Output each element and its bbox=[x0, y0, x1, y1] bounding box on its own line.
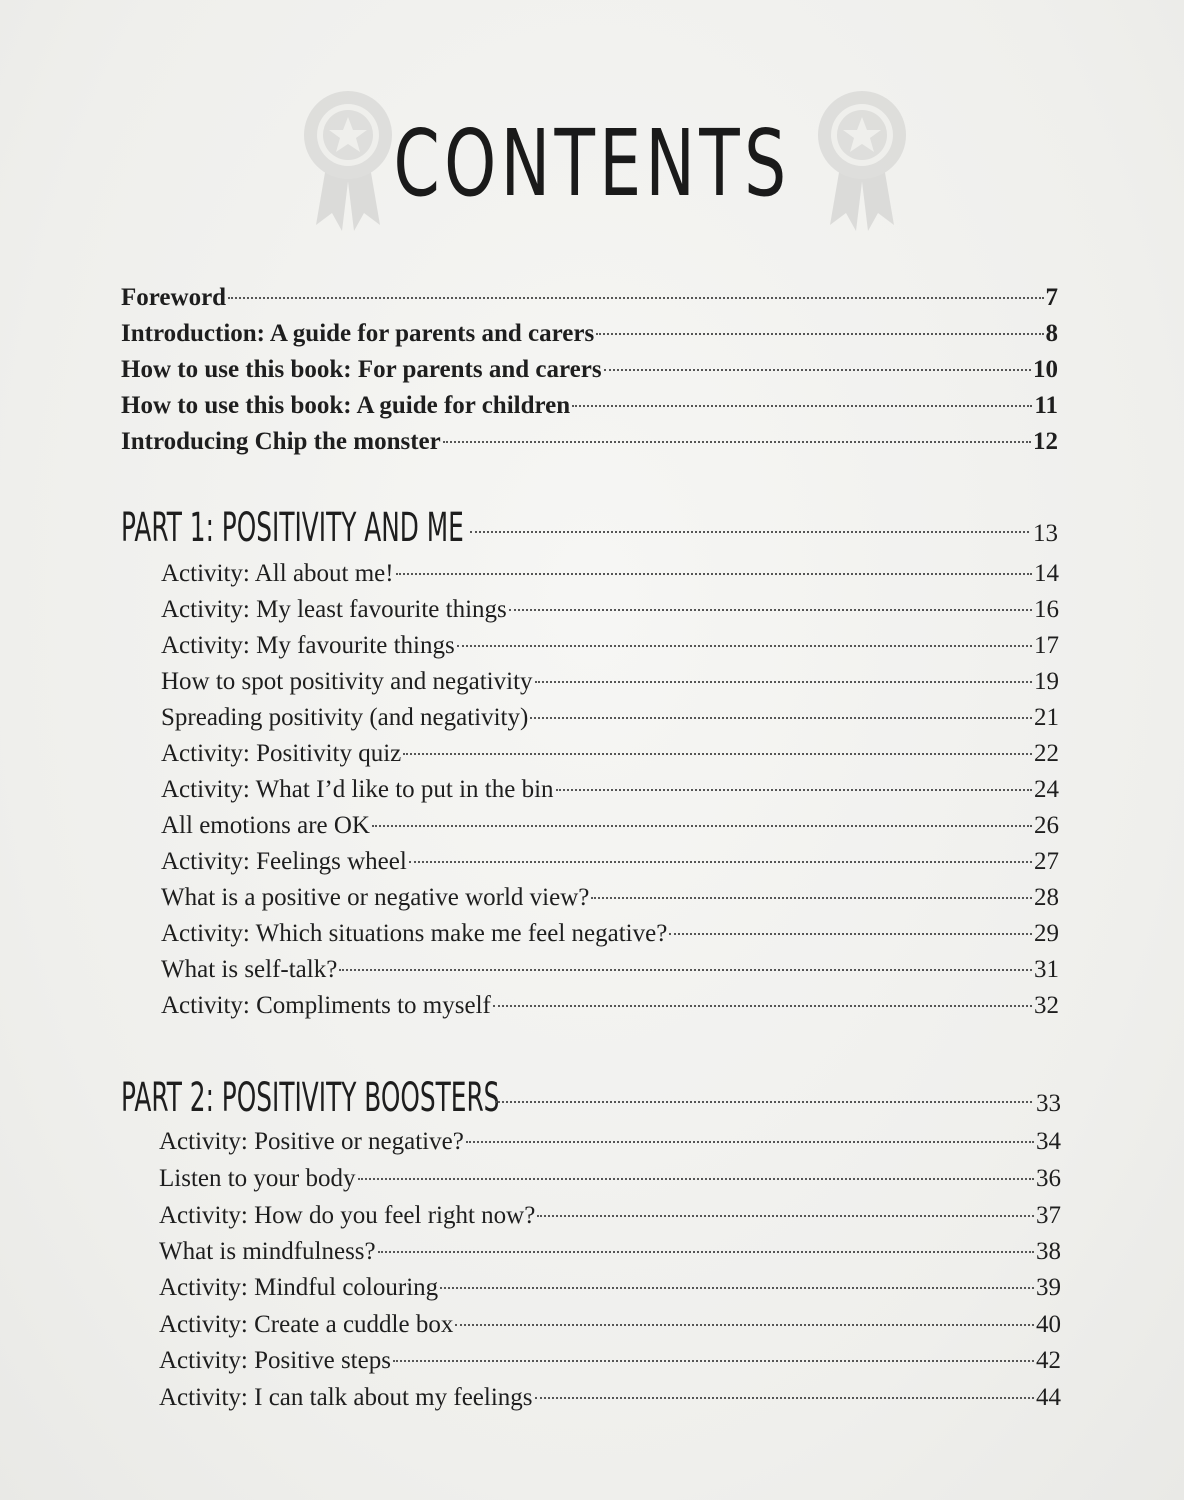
toc-page-number: 19 bbox=[1034, 668, 1059, 695]
toc-entry[interactable] bbox=[161, 736, 1059, 772]
toc-entry[interactable] bbox=[161, 916, 1059, 952]
leader-dots bbox=[572, 405, 1032, 407]
toc-entry[interactable] bbox=[159, 1124, 1061, 1160]
toc-entry[interactable] bbox=[161, 844, 1059, 880]
leader-dots bbox=[537, 1215, 1034, 1217]
toc-page-number: 12 bbox=[1033, 428, 1058, 455]
toc-entry-foreword[interactable] bbox=[121, 280, 1058, 316]
toc-page-number: 14 bbox=[1034, 560, 1059, 587]
leader-dots bbox=[372, 825, 1032, 827]
toc-entry-label: Listen to your body bbox=[159, 1165, 356, 1192]
toc-entry[interactable] bbox=[161, 880, 1059, 916]
toc-entry[interactable] bbox=[161, 628, 1059, 664]
toc-page-number: 31 bbox=[1034, 956, 1059, 983]
toc-entry-label: Introducing Chip the monster bbox=[121, 428, 441, 455]
toc-page-number: 21 bbox=[1034, 704, 1059, 731]
toc-page-number: 44 bbox=[1036, 1384, 1061, 1411]
leader-dots bbox=[466, 1141, 1034, 1143]
toc-entry[interactable] bbox=[159, 1270, 1061, 1306]
toc-entry-label: What is mindfulness? bbox=[159, 1238, 376, 1265]
toc-entry[interactable] bbox=[161, 664, 1059, 700]
toc-entry-introduction[interactable] bbox=[121, 316, 1058, 352]
toc-entry-label: Activity: Create a cuddle box bbox=[159, 1311, 454, 1338]
toc-page-number: 24 bbox=[1034, 776, 1059, 803]
leader-dots bbox=[455, 1324, 1034, 1326]
toc-page-number: 37 bbox=[1036, 1202, 1061, 1229]
toc-entry-how-to-use-parents[interactable] bbox=[121, 352, 1058, 388]
leader-dots bbox=[457, 645, 1032, 647]
toc-page-number: 10 bbox=[1033, 356, 1058, 383]
toc-page-number: 42 bbox=[1036, 1347, 1061, 1374]
leader-dots bbox=[596, 333, 1043, 335]
toc-entry-label: Activity: What I’d like to put in the bin bbox=[161, 776, 554, 803]
toc-entry-label: How to spot positivity and negativity bbox=[161, 668, 533, 695]
leader-dots bbox=[409, 861, 1032, 863]
toc-entry-label: What is a positive or negative world view? bbox=[161, 884, 590, 911]
toc-entry-label: Activity: Mindful colouring bbox=[159, 1274, 439, 1301]
leader-dots bbox=[604, 369, 1031, 371]
toc-page-number: 26 bbox=[1034, 812, 1059, 839]
page-title: CONTENTS bbox=[393, 110, 791, 217]
leader-dots bbox=[358, 1178, 1034, 1180]
leader-dots bbox=[440, 1287, 1034, 1289]
toc-entry-introducing-chip[interactable] bbox=[121, 424, 1058, 460]
leader-dots bbox=[556, 789, 1032, 791]
toc-part-2-heading[interactable] bbox=[121, 1073, 1061, 1123]
toc-entry[interactable] bbox=[161, 808, 1059, 844]
toc-entry[interactable] bbox=[159, 1161, 1061, 1197]
toc-page-number: 11 bbox=[1034, 392, 1058, 419]
toc-entry-how-to-use-children[interactable] bbox=[121, 388, 1058, 424]
toc-entry-label: Foreword bbox=[121, 284, 227, 311]
toc-entry[interactable] bbox=[159, 1198, 1061, 1234]
toc-entry-label: Activity: Positivity quiz bbox=[161, 740, 402, 767]
leader-dots bbox=[669, 933, 1032, 935]
toc-entry-label: Activity: Positive or negative? bbox=[159, 1128, 464, 1155]
toc-page-number: 17 bbox=[1034, 632, 1059, 659]
toc-page-number: 27 bbox=[1034, 848, 1059, 875]
toc-page-number: 32 bbox=[1034, 992, 1059, 1019]
toc-page-number: 39 bbox=[1036, 1274, 1061, 1301]
toc-entry-label: Activity: Positive steps bbox=[159, 1347, 391, 1374]
leader-dots bbox=[509, 609, 1032, 611]
toc-page-number: 34 bbox=[1036, 1128, 1061, 1155]
toc-entry-label: What is self-talk? bbox=[161, 956, 338, 983]
part-title: PART 2: POSITIVITY BOOSTERS bbox=[121, 1075, 500, 1121]
toc-page-number: 38 bbox=[1036, 1238, 1061, 1265]
toc-page-number: 28 bbox=[1034, 884, 1059, 911]
toc-entry-label: Activity: Compliments to myself bbox=[161, 992, 491, 1019]
toc-page-number: 36 bbox=[1036, 1165, 1061, 1192]
toc-entry-label: How to use this book: A guide for children bbox=[121, 392, 571, 419]
leader-dots bbox=[393, 1360, 1034, 1362]
leader-dots bbox=[493, 1005, 1032, 1007]
toc-entry[interactable] bbox=[159, 1343, 1061, 1379]
toc-page-number: 29 bbox=[1034, 920, 1059, 947]
leader-dots bbox=[535, 681, 1032, 683]
toc-entry-label: Activity: My favourite things bbox=[161, 632, 455, 659]
toc-entry-label: How to use this book: For parents and carers bbox=[121, 356, 602, 383]
toc-entry[interactable] bbox=[161, 592, 1059, 628]
leader-dots bbox=[470, 531, 1029, 533]
leader-dots bbox=[403, 753, 1032, 755]
leader-dots bbox=[535, 1397, 1034, 1399]
toc-entry[interactable] bbox=[161, 772, 1059, 808]
toc-entry-label: Activity: All about me! bbox=[161, 560, 394, 587]
toc-page-number: 16 bbox=[1034, 596, 1059, 623]
leader-dots bbox=[228, 297, 1043, 299]
leader-dots bbox=[396, 573, 1032, 575]
toc-entry[interactable] bbox=[161, 952, 1059, 988]
toc-page-number: 40 bbox=[1036, 1311, 1061, 1338]
toc-entry-label: Activity: I can talk about my feelings bbox=[159, 1384, 533, 1411]
toc-page-number: 13 bbox=[1033, 520, 1058, 547]
toc-entry-label: Activity: Feelings wheel bbox=[161, 848, 407, 875]
toc-entry[interactable] bbox=[159, 1307, 1061, 1343]
toc-entry[interactable] bbox=[161, 556, 1059, 592]
toc-page-number: 22 bbox=[1034, 740, 1059, 767]
toc-page-number: 8 bbox=[1045, 320, 1058, 347]
part-title: PART 1: POSITIVITY AND ME bbox=[121, 505, 464, 551]
toc-entry[interactable] bbox=[161, 700, 1059, 736]
toc-entry[interactable] bbox=[161, 988, 1059, 1024]
leader-dots bbox=[443, 441, 1031, 443]
part-title-container bbox=[121, 503, 466, 562]
toc-entry-label: Introduction: A guide for parents and carers bbox=[121, 320, 595, 347]
toc-entry-label: Spreading positivity (and negativity) bbox=[161, 704, 529, 731]
leader-dots bbox=[591, 897, 1032, 899]
leader-dots bbox=[339, 969, 1032, 971]
toc-entry[interactable] bbox=[159, 1234, 1061, 1270]
leader-dots bbox=[530, 717, 1032, 719]
toc-entry-label: Activity: My least favourite things bbox=[161, 596, 507, 623]
toc-part-1-heading[interactable] bbox=[121, 503, 1058, 553]
toc-entry-label: Activity: How do you feel right now? bbox=[159, 1202, 536, 1229]
leader-dots bbox=[378, 1251, 1034, 1253]
leader-dots bbox=[495, 1101, 1032, 1103]
toc-page-number: 33 bbox=[1036, 1090, 1061, 1117]
toc-entry-label: Activity: Which situations make me feel negative? bbox=[161, 920, 668, 947]
toc-entry-label: All emotions are OK bbox=[161, 812, 370, 839]
toc-page-number: 7 bbox=[1045, 284, 1058, 311]
toc-entry[interactable] bbox=[159, 1380, 1061, 1416]
